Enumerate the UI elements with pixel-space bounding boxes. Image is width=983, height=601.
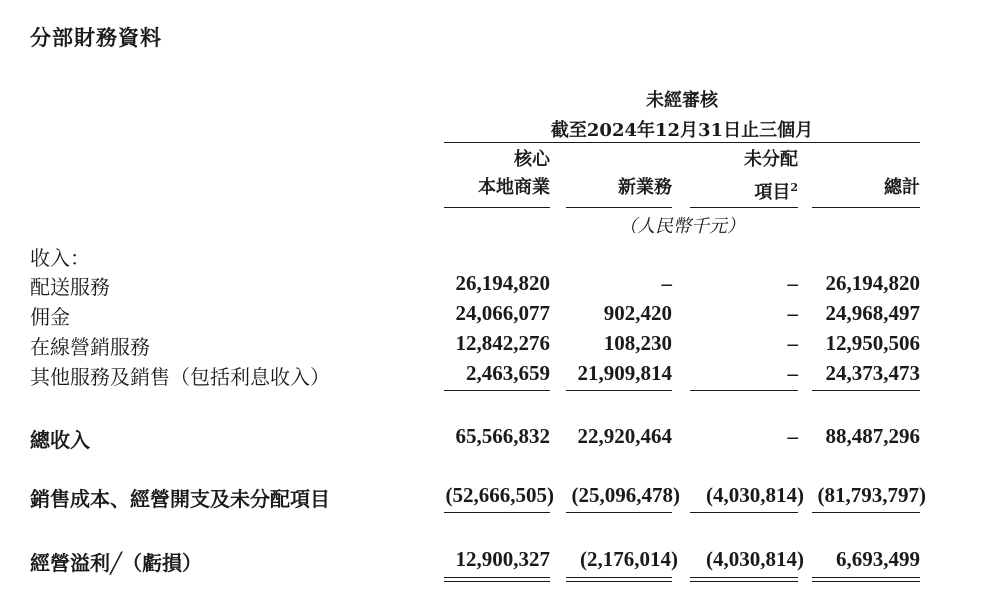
double-rule-top	[444, 577, 550, 578]
double-rule-bottom	[812, 581, 920, 582]
table-cell: 22,920,464	[577, 424, 672, 448]
column-header-line1: 核心	[514, 149, 550, 170]
table-cell: 65,566,832	[455, 424, 550, 448]
subtotal-rule	[566, 390, 672, 391]
table-cell: (25,096,478)	[571, 483, 680, 507]
table-cell: 24,066,077	[455, 301, 550, 325]
row-label: 其他服務及銷售（包括利息收入）	[30, 365, 330, 389]
column-header-core-local	[444, 146, 550, 202]
table-cell: 24,373,473	[825, 361, 920, 385]
subtotal-rule	[812, 512, 920, 513]
table-cell: 24,968,497	[825, 301, 920, 325]
table-cell: 12,900,327	[455, 547, 550, 571]
double-rule-bottom	[444, 581, 550, 582]
column-header-unallocated	[690, 146, 798, 207]
double-rule-top	[690, 577, 798, 578]
row-label: 佣金	[30, 305, 70, 329]
double-rule-top	[812, 577, 920, 578]
table-cell: (81,793,797)	[817, 483, 926, 507]
column-header-rule	[812, 207, 920, 208]
table-cell: –	[787, 301, 798, 325]
column-header-line2: 新業務	[618, 177, 672, 198]
table-cell: 2,463,659	[466, 361, 550, 385]
table-cell: 902,420	[603, 301, 672, 325]
double-rule-top	[566, 577, 672, 578]
column-header-rule	[566, 207, 672, 208]
table-cell: 12,950,506	[825, 331, 920, 355]
header-rule	[444, 142, 920, 143]
table-cell: –	[787, 331, 798, 355]
column-header-line2	[690, 174, 798, 207]
subtotal-rule	[690, 390, 798, 391]
page-title: 分部財務資料	[30, 25, 162, 50]
section-label-revenue: 收入：	[30, 246, 90, 270]
table-cell: 88,487,296	[825, 424, 920, 448]
subtotal-rule	[444, 512, 550, 513]
table-cell: (52,666,505)	[445, 483, 554, 507]
table-cell: 26,194,820	[455, 271, 550, 295]
column-header-line2: 本地商業	[478, 177, 550, 198]
table-cell: 12,842,276	[455, 331, 550, 355]
column-header-line1	[566, 146, 672, 174]
header-audit-status: 未經審核	[646, 90, 718, 111]
table-cell: 6,693,499	[836, 547, 920, 571]
double-rule-bottom	[566, 581, 672, 582]
table-cell: –	[787, 424, 798, 448]
header-period: 截至2024年12月31日止三個月	[550, 120, 814, 141]
column-header-line2: 總計	[884, 177, 920, 198]
row-label-total-revenue: 總收入	[30, 428, 90, 452]
row-label: 在線營銷服務	[30, 335, 150, 359]
subtotal-rule	[812, 390, 920, 391]
column-header-total	[812, 146, 920, 202]
table-cell: –	[787, 271, 798, 295]
table-cell: (4,030,814)	[706, 547, 804, 571]
column-header-line1: 未分配	[744, 149, 798, 170]
subtotal-rule	[444, 390, 550, 391]
column-header-rule	[444, 207, 550, 208]
table-cell: –	[661, 271, 672, 295]
column-header-new-initiatives	[566, 146, 672, 202]
row-label-costs: 銷售成本、經營開支及未分配項目	[30, 487, 330, 511]
row-label: 配送服務	[30, 275, 110, 299]
unit-label: （人民幣千元）	[619, 216, 745, 237]
table-cell: 26,194,820	[825, 271, 920, 295]
table-cell: 21,909,814	[577, 361, 672, 385]
double-rule-bottom	[690, 581, 798, 582]
table-cell: –	[787, 361, 798, 385]
table-cell: 108,230	[603, 331, 672, 355]
column-header-line1	[812, 146, 920, 174]
column-header-rule	[690, 207, 798, 208]
footnote-marker: 2	[790, 181, 798, 194]
column-header-label: 項目	[754, 182, 791, 203]
row-label-operating-profit: 經營溢利╱（虧損）	[30, 551, 203, 575]
subtotal-rule	[690, 512, 798, 513]
table-cell: (4,030,814)	[706, 483, 804, 507]
subtotal-rule	[566, 512, 672, 513]
table-cell: (2,176,014)	[580, 547, 678, 571]
